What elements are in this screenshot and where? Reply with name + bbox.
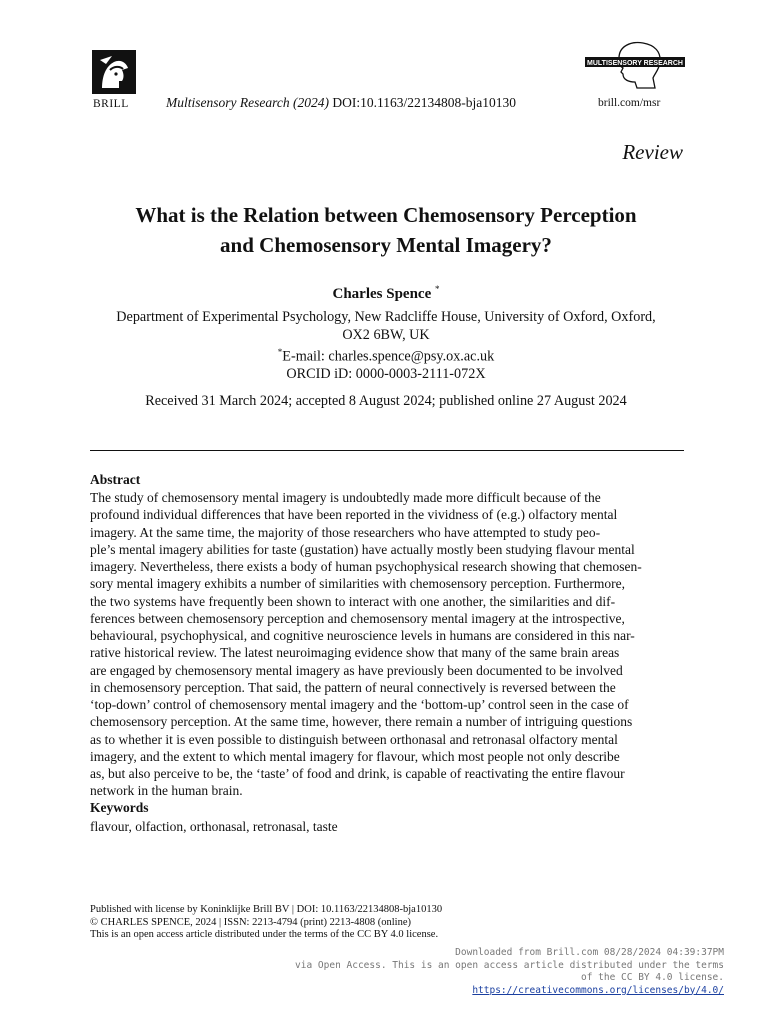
affiliation-line-2: OX2 6BW, UK: [342, 326, 430, 343]
journal-doi: DOI:10.1163/22134808-bja10130: [332, 95, 516, 110]
journal-name: Multisensory Research (2024): [166, 95, 329, 110]
affiliation: [80, 309, 692, 384]
email-marker: *: [277, 347, 283, 357]
article-title: [60, 200, 712, 260]
abstract-line: profound individual differences that have been reported in the vividness of (e.g.) olfactory mental: [90, 507, 618, 523]
download-line-3: of the CC BY 4.0 license.: [581, 972, 724, 983]
download-line-2: via Open Access. This is an open access article distributed under the terms: [295, 959, 724, 971]
abstract-line: are engaged by chemosensory mental imagery as have previously been documented to be involved: [90, 662, 623, 678]
abstract-line: imagery. At the same time, the majority of those researchers who have attempted to study peo-: [90, 524, 601, 540]
msr-logo-text: MULTISENSORY RESEARCH: [587, 60, 683, 67]
affiliation-line-1: Department of Experimental Psychology, New Radcliffe House, University of Oxford, Oxford,: [116, 309, 656, 325]
footer-line-2: © CHARLES SPENCE, 2024 | ISSN: 2213-4794 (print) 2213-4808 (online): [90, 916, 411, 928]
abstract-line: rative historical review. The latest neuroimaging evidence show that many of the same brain areas: [90, 645, 620, 661]
abstract-line: imagery, and the extent to which mental imagery for flavour, which most people not only describe: [90, 748, 620, 764]
multisensory-research-logo: [585, 40, 685, 95]
footer-line-1: Published with license by Koninklijke Brill BV | DOI: 10.1163/22134808-bja10130: [90, 904, 443, 915]
abstract-body: [90, 489, 684, 800]
abstract-heading: Abstract: [90, 472, 141, 487]
abstract-line: imagery. Nevertheless, there exists a body of human psychophysical research showing that chemosen-: [90, 559, 642, 574]
author: [0, 284, 768, 303]
abstract-line: sory mental imagery exhibits a number of similarities with chemosensory perception. Furthermore,: [90, 576, 625, 592]
abstract-line: the two systems have frequently been shown to interact with one another, the similarities and dif-: [90, 593, 616, 609]
author-marker: *: [435, 284, 440, 294]
abstract-line: ‘top-down’ control of chemosensory mental imagery and the ‘bottom-up’ control seen in the case of: [90, 697, 629, 712]
author-name: Charles Spence: [332, 286, 432, 302]
keywords-heading: Keywords: [90, 800, 149, 815]
email-text: E-mail: charles.spence@psy.ox.ac.uk: [282, 348, 495, 365]
journal-citation: [166, 95, 516, 111]
download-line-1: Downloaded from Brill.com 08/28/2024 04:39:37PM: [455, 947, 724, 958]
abstract-line: as to whether it is even possible to distinguish between orthonasal and retronasal olfactory mental: [90, 731, 618, 747]
abstract-line: chemosensory perception. At the same time, however, there remain a number of intriguing questions: [90, 714, 633, 730]
license-link[interactable]: https://creativecommons.org/licenses/by/4.0/: [472, 984, 724, 996]
article-type: Review: [622, 140, 683, 164]
author-email: [80, 344, 692, 366]
abstract-line: in chemosensory perception. That said, the pattern of neural connectively is reversed between the: [90, 679, 616, 695]
footer-line-3: This is an open access article distributed under the terms of the CC BY 4.0 license.: [90, 929, 439, 940]
abstract-line: ferences between chemosensory perception and chemosensory mental imagery at the introspective,: [90, 610, 625, 626]
title-line-2: and Chemosensory Mental Imagery?: [220, 233, 552, 257]
license-footer: [90, 904, 442, 942]
download-notice: [295, 947, 724, 997]
publisher-name: BRILL: [93, 98, 129, 110]
abstract-line: behavioural, psychophysical, and cognitive neuroscience levels in humans are considered in this nar-: [90, 628, 635, 643]
abstract-line: network in the human brain.: [90, 783, 243, 799]
author-orcid: ORCID iD: 0000-0003-2111-072X: [286, 366, 486, 383]
journal-url: brill.com/msr: [598, 97, 661, 109]
abstract-line: as, but also perceive to be, the ‘taste’ of food and drink, is capable of reactivating the entire flavour: [90, 766, 625, 781]
keywords-list: flavour, olfaction, orthonasal, retronasal, taste: [90, 819, 338, 834]
abstract-line: ple’s mental imagery abilities for taste (gustation) have actually mostly been studying flavour mental: [90, 541, 635, 557]
brill-logo: [92, 50, 136, 94]
publication-dates: Received 31 March 2024; accepted 8 August 2024; published online 27 August 2024: [145, 393, 627, 409]
title-line-1: What is the Relation between Chemosensory Perception: [135, 203, 637, 227]
abstract-line: The study of chemosensory mental imagery is undoubtedly made more difficult because of the: [90, 490, 601, 505]
divider: [90, 450, 684, 451]
